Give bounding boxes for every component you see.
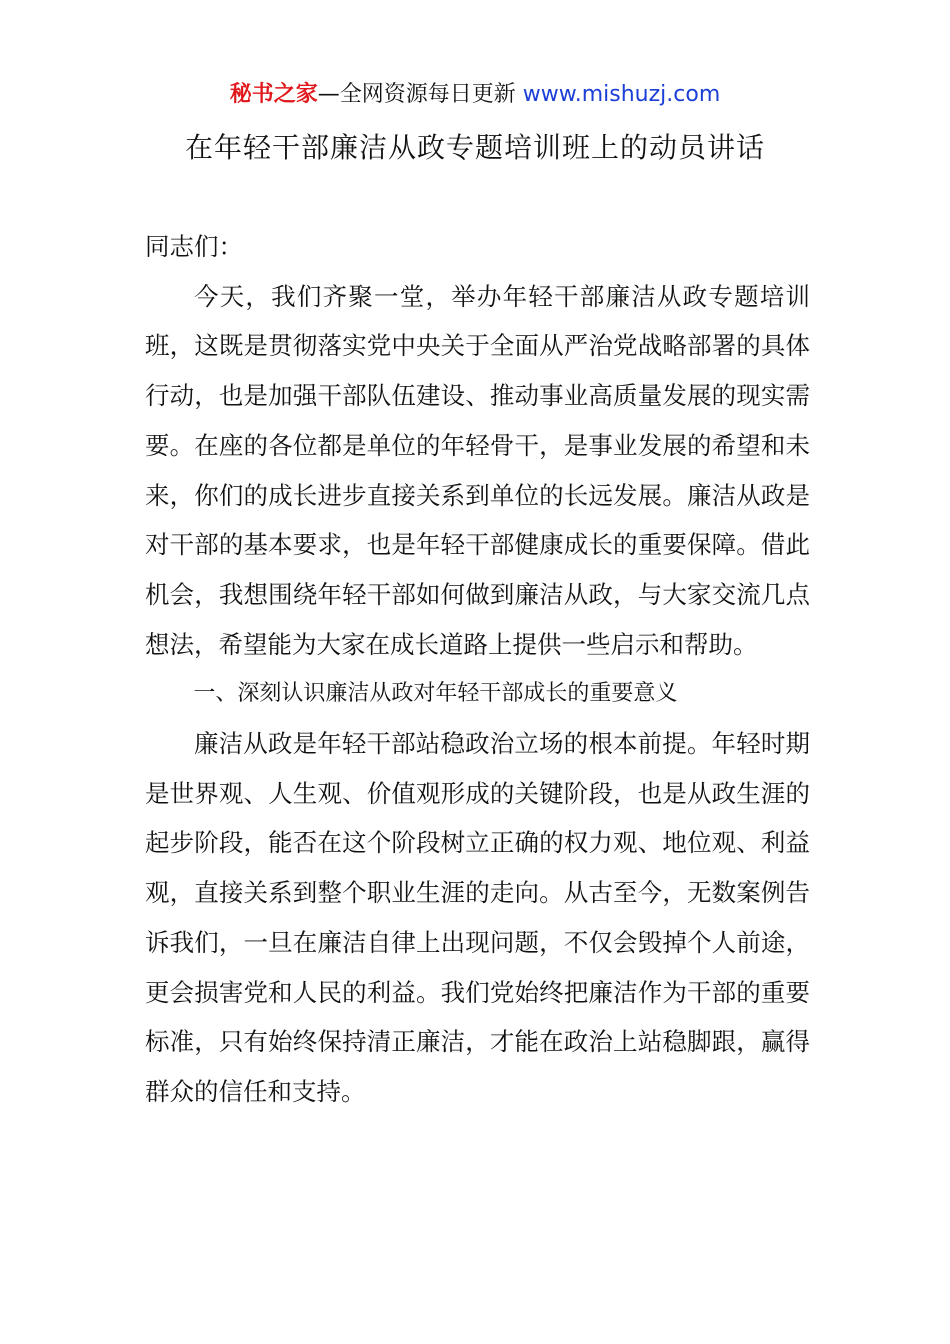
brand-name: 秘书之家 — [229, 82, 318, 107]
section-heading: 一、深刻认识廉洁从政对年轻干部成长的重要意义 — [193, 681, 678, 707]
document-title: 在年轻干部廉洁从政专题培训班上的动员讲话 — [184, 131, 765, 164]
site-url-link[interactable]: www.mishuzj.com — [522, 82, 721, 107]
section-paragraph: 廉洁从政是年轻干部站稳政治立场的根本前提。年轻时期是世界观、人生观、价值观形成的关键阶段，也是从政生涯的起步阶段，能否在这个阶段树立正确的权力观、地位观、利益观，直接关系到整个职业生涯的走向。从古至今，无数案例告诉我们，一旦在廉洁自律上出现问题，不仅会毁掉个人前途，更会损害党和人民的利益。我们党始终把廉洁作为干部的重要标准，只有始终保持清正廉洁，才能在政治上站稳脚跟，赢得群众的信任和支持。 — [145, 729, 810, 1106]
document-body — [145, 222, 810, 1117]
site-header — [0, 78, 950, 112]
header-tagline: —全网资源每日更新 — [317, 82, 516, 107]
intro-paragraph: 今天，我们齐聚一堂，举办年轻干部廉洁从政专题培训班，这既是贯彻落实党中央关于全面从严治党战略部署的具体行动，也是加强干部队伍建设、推动事业高质量发展的现实需要。在座的各位都是单位的年轻骨干，是事业发展的希望和未来，你们的成长进步直接关系到单位的长远发展。廉洁从政是对干部的基本要求，也是年轻干部健康成长的重要保障。借此机会，我想围绕年轻干部如何做到廉洁从政，与大家交流几点想法，希望能为大家在成长道路上提供一些启示和帮助。 — [145, 281, 810, 659]
salutation: 同志们： — [145, 232, 243, 261]
